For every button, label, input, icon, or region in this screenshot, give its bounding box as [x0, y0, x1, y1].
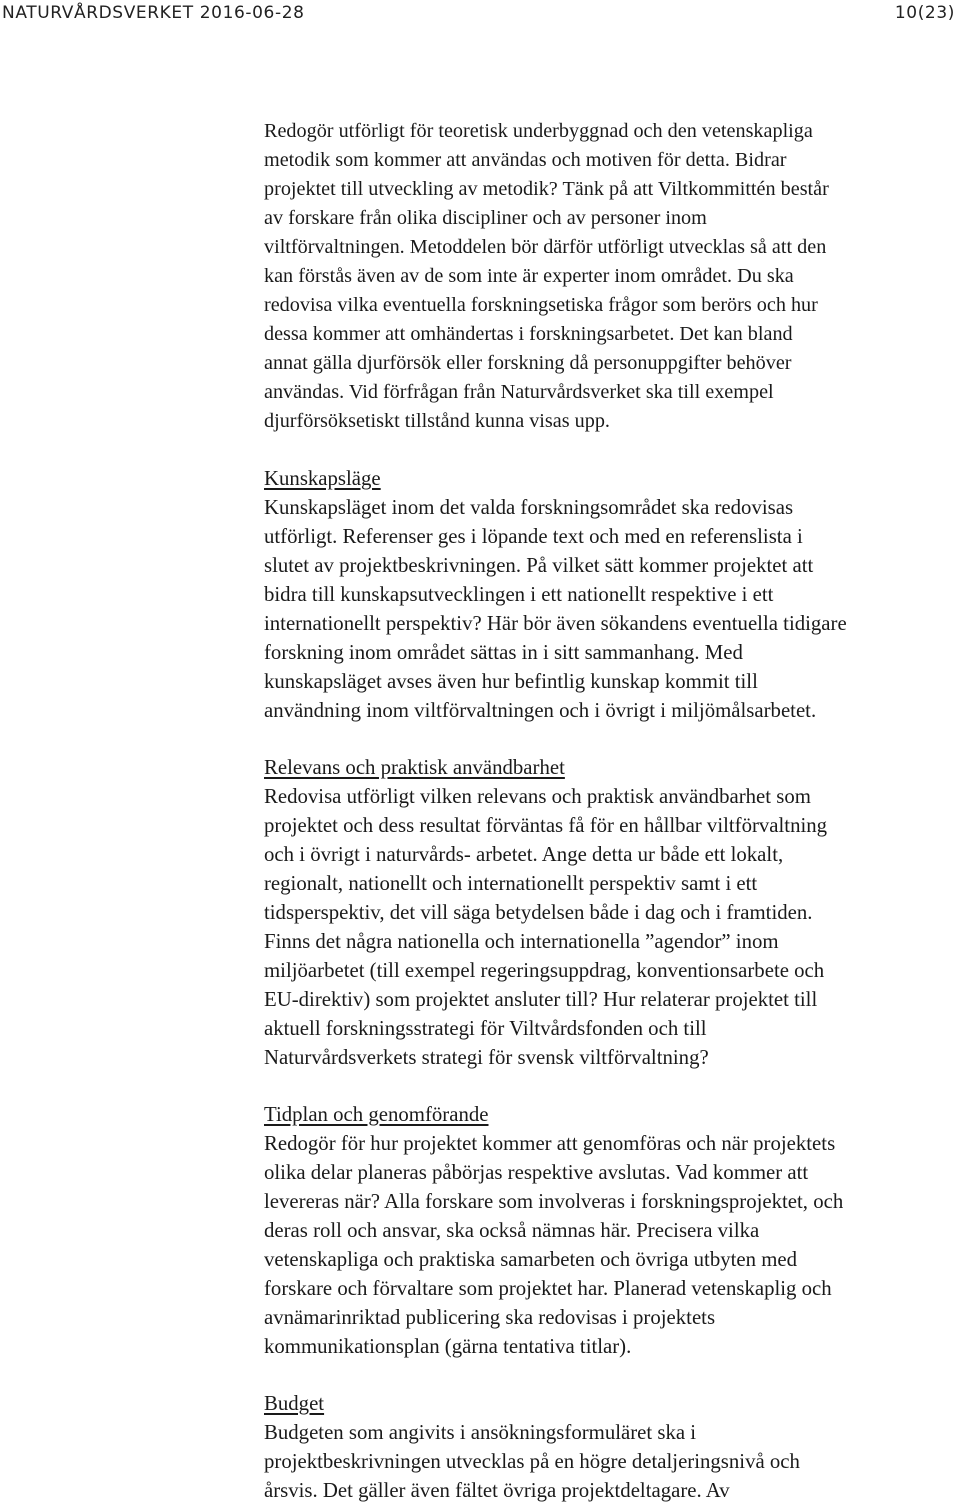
text-line: Redogör för hur projektet kommer att genomföras och när projektets	[264, 1132, 836, 1155]
text-line: levereras när? Alla forskare som involveras i forskningsprojektet, och	[264, 1190, 844, 1213]
text-line: bidra till kunskapsutvecklingen i ett nationellt respektive i ett	[264, 583, 774, 606]
text-line: Redogör utförligt för teoretisk underbyggnad och den vetenskapliga	[264, 120, 813, 142]
text-line: vetenskapliga och praktiska samarbeten och övriga utbyten med	[264, 1248, 798, 1271]
text-line: slutet av projektbeskrivningen. På vilket sätt kommer projektet att	[264, 554, 814, 577]
section-relevans	[264, 753, 956, 1072]
text-line: projektet och dess resultat förväntas få för en hållbar viltförvaltning	[264, 814, 828, 837]
section-paragraph	[264, 782, 956, 1072]
page-number: 10(23)	[894, 3, 955, 23]
text-line: kan förstås även av de som inte är experter inom området. Du ska	[264, 265, 794, 287]
text-line: deras roll och ansvar, ska också nämnas här. Precisera vilka	[264, 1219, 760, 1242]
text-line: miljöarbetet (till exempel regeringsuppdrag, konventionsarbete och	[264, 959, 825, 982]
section-paragraph	[264, 1129, 956, 1361]
text-line: forskning inom området sättas in i sitt sammanhang. Med	[264, 641, 743, 664]
text-line: tidsperspektiv, det vill säga betydelsen både i dag och i framtiden.	[264, 901, 813, 924]
text-line: projektet till utveckling av metodik? Tänk på att Viltkommittén består	[264, 178, 829, 200]
text-line: årsvis. Det gäller även fältet övriga projektdeltagare. Av	[264, 1479, 730, 1502]
section-heading: Relevans och praktisk användbarhet	[264, 756, 565, 779]
document-body	[264, 117, 956, 1505]
page-header	[0, 0, 960, 30]
text-line: metodik som kommer att användas och motiven för detta. Bidrar	[264, 149, 787, 171]
section-heading: Tidplan och genomförande	[264, 1103, 489, 1126]
text-line: av forskare från olika discipliner och av personer inom	[264, 207, 707, 229]
text-line: internationellt perspektiv? Här bör även sökandens eventuella tidigare	[264, 612, 847, 635]
text-line: utförligt. Referenser ges i löpande text och med en referenslista i	[264, 525, 803, 548]
text-line: dessa kommer att omhändertas i forskningsarbetet. Det kan bland	[264, 323, 793, 345]
text-line: användas. Vid förfrågan från Naturvårdsverket ska till exempel	[264, 381, 774, 403]
text-line: EU-direktiv) som projektet ansluter till? Hur relaterar projektet till	[264, 988, 818, 1011]
text-line: annat gälla djurförsök eller forskning då personuppgifter behöver	[264, 352, 792, 374]
text-line: aktuell forskningsstrategi för Viltvårdsfonden och till	[264, 1017, 707, 1040]
text-line: avnämarinriktad publicering ska redovisas i projektets	[264, 1306, 716, 1329]
text-line: Budgeten som angivits i ansökningsformuläret ska i	[264, 1421, 697, 1444]
text-line: Finns det några nationella och internationella ”agendor” inom	[264, 930, 779, 953]
text-line: Kunskapsläget inom det valda forskningsområdet ska redovisas	[264, 496, 794, 519]
text-line: projektbeskrivningen utvecklas på en högre detaljeringsnivå och	[264, 1450, 800, 1473]
section-budget	[264, 1389, 956, 1505]
section-heading: Budget	[264, 1392, 325, 1415]
text-line: kommunikationsplan (gärna tentativa titlar).	[264, 1335, 632, 1358]
text-line: användning inom viltförvaltningen och i övrigt i miljömålsarbetet.	[264, 699, 817, 722]
text-line: forskare och förvaltare som projektet har. Planerad vetenskaplig och	[264, 1277, 832, 1300]
intro-paragraph	[264, 117, 956, 436]
text-line: kunskapsläget avses även hur befintlig kunskap kommit till	[264, 670, 758, 693]
text-line: redovisa vilka eventuella forskningsetiska frågor som berörs och hur	[264, 294, 818, 316]
text-line: Naturvårdsverkets strategi för svensk viltförvaltning?	[264, 1046, 709, 1069]
text-line: olika delar planeras påbörjas respektive avslutas. Vad kommer att	[264, 1161, 809, 1184]
text-line: och i övrigt i naturvårds- arbetet. Ange detta ur både ett lokalt,	[264, 843, 784, 866]
text-line: Redovisa utförligt vilken relevans och praktisk användbarhet som	[264, 785, 811, 808]
section-tidplan	[264, 1100, 956, 1361]
text-line: regionalt, nationellt och internationellt perspektiv samt i ett	[264, 872, 758, 895]
section-paragraph	[264, 1418, 956, 1505]
section-kunskapslage	[264, 464, 956, 725]
header-agency-date: NATURVÅRDSVERKET 2016-06-28	[2, 3, 305, 23]
section-heading: Kunskapsläge	[264, 467, 381, 490]
section-paragraph	[264, 493, 956, 725]
text-line: djurförsöksetiskt tillstånd kunna visas upp.	[264, 410, 610, 432]
text-line: viltförvaltningen. Metoddelen bör därför utförligt utvecklas så att den	[264, 236, 827, 258]
